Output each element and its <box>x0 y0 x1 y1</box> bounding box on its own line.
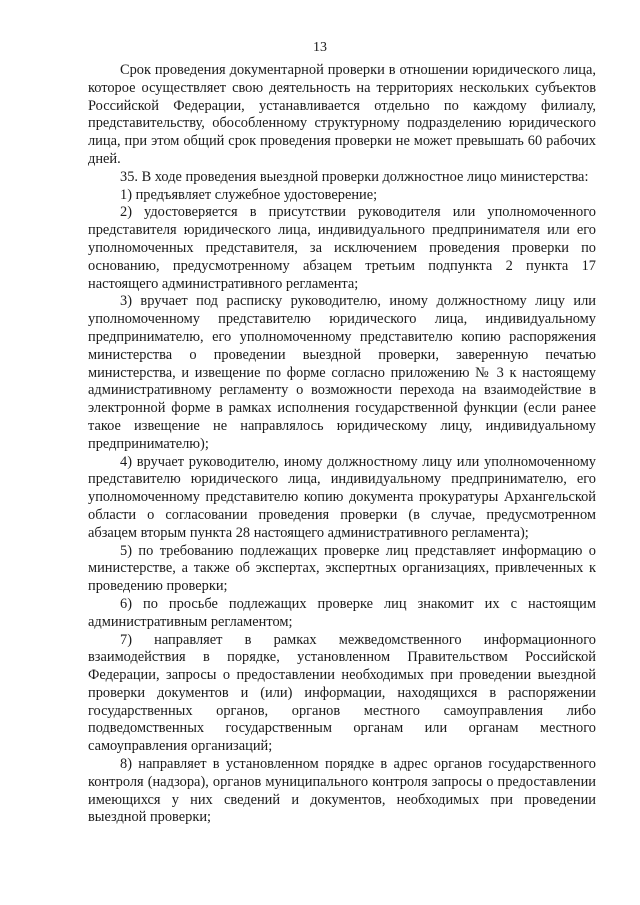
document-body <box>88 62 596 827</box>
list-item-8: 8) направляет в установленном порядке в адрес органов государственного контроля (надзора), органов муниципального контроля запросы о предоставлении имеющихся у них сведений и документов, необходимых при проведении выездной проверки; <box>88 756 596 826</box>
list-item-6: 6) по просьбе подлежащих проверке лиц знакомит их с настоящим административным регламентом; <box>88 595 596 630</box>
list-item-4: 4) вручает руководителю, иному должностному лицу или уполномоченному представителю юридического лица, индивидуальному предпринимателю, его уполномоченному представителю копию документа прокуратуры Архангельской области о согласовании проведения проверки (в случае, предусмотренном абзацем вторым пункта 28 настоящего административного регламента); <box>88 453 596 541</box>
list-item-3: 3) вручает под расписку руководителю, иному должностному лицу или уполномоченному представителю юридического лица, индивидуальному предпринимателю, его уполномоченному представителю копию распоряжения министерства о проведении выездной проверки, заверенную печатью министерства, и извещение по форме согласно приложению № 3 к настоящему административному регламенту о возможности перехода на взаимодействие в электронной форме в рамках исполнения государственной функции (если ранее такое извещение не направлялось юридическому лицу, индивидуальному предпринимателю); <box>88 293 596 452</box>
list-item-2: 2) удостоверяется в присутствии руководителя или уполномоченного представителя юридического лица, индивидуального предпринимателя или его уполномоченных представителя, за исключением проведения проверки по основанию, предусмотренному абзацем третьим подпункта 2 пункта 17 настоящего административного регламента; <box>88 204 596 292</box>
list-item-5: 5) по требованию подлежащих проверке лиц представляет информацию о министерстве, а также об экспертах, экспертных организациях, привлеченных к проведению проверки; <box>88 542 596 595</box>
paragraph-35-intro: 35. В ходе проведения выездной проверки должностное лицо министерства: <box>120 168 589 185</box>
paragraph-audit-term: Срок проведения документарной проверки в отношении юридического лица, которое осуществляет свою деятельность на территориях нескольких субъектов Российской Федерации, устанавливается отдельно по каждому филиалу, представительству, обособленному структурному подразделению юридического лица, при этом общий срок проведения проверки не может превышать 60 рабочих дней. <box>88 62 596 167</box>
list-item-1: 1) предъявляет служебное удостоверение; <box>120 186 378 203</box>
list-item-7: 7) направляет в рамках межведомственного информационного взаимодействия в порядке, установленном Правительством Российской Федерации, запросы о предоставлении необходимых при проведении выездной проверки документов и (или) информации, находящихся в распоряжении государственных органов, органов местного самоуправления либо подведомственных государственным органам или органам местного самоуправления организаций; <box>88 631 596 755</box>
page-number: 13 <box>313 40 327 55</box>
